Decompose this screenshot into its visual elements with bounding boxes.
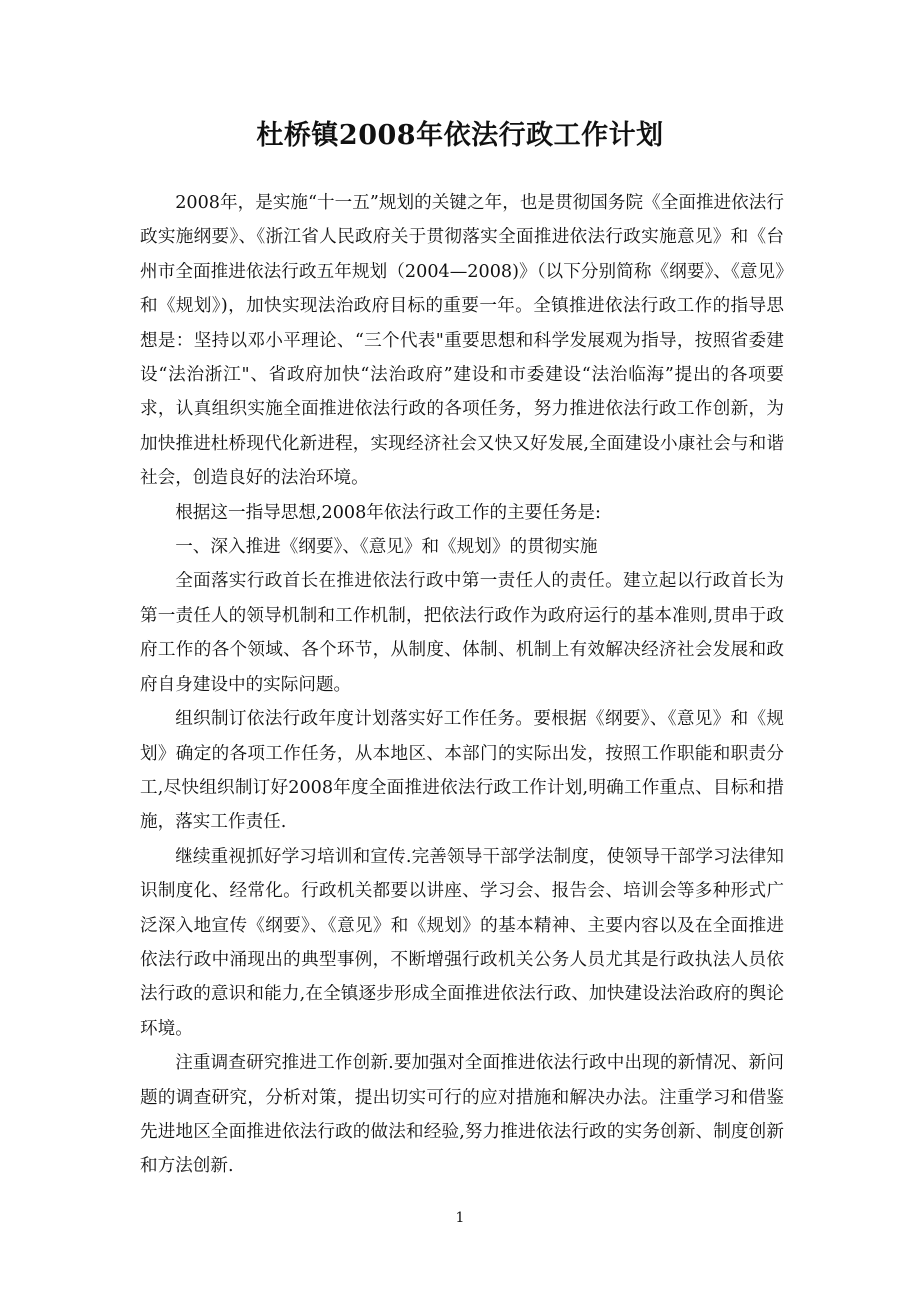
paragraph-intro: 2008年，是实施“十一五”规划的关键之年，也是贯彻国务院《全面推进依法行政实施纲要》、《浙江省人民政府关于贯彻落实全面推进依法行政实施意见》和《台州市全面推进依法行政五年规划（2004—2008)》（以下分别简称《纲要》、《意见》和《规划》)，加快实现法治政府目标的重要一年。全镇推进依法行政工作的指导思想是：坚持以邓小平理论、“三个代表"重要思想和科学发展观为指导，按照省委建设“法治浙江"、省政府加快“法治政府”建设和市委建设“法治临海”提出的各项要求，认真组织实施全面推进依法行政的各项任务，努力推进依法行政工作创新，为加快推进杜桥现代化新进程，实现经济社会又快又好发展,全面建设小康社会与和谐社会，创造良好的法治环境。 <box>140 193 784 489</box>
paragraph-responsibility: 全面落实行政首长在推进依法行政中第一责任人的责任。建立起以行政首长为第一责任人的领导机制和工作机制，把依法行政作为政府运行的基本准则,贯串于政府工作的各个领域、各个环节，从制度、体制、机制上有效解决经济社会发展和政府自身建设中的实际问题。 <box>140 571 784 695</box>
paragraph-research: 注重调查研究推进工作创新.要加强对全面推进依法行政中出现的新情况、新问题的调查研究，分析对策，提出切实可行的应对措施和解决办法。注重学习和借鉴先进地区全面推进依法行政的做法和经验,努力推进依法行政的实务创新、制度创新和方法创新. <box>140 1053 784 1177</box>
document-body <box>140 186 784 1184</box>
paragraph-training: 继续重视抓好学习培训和宣传.完善领导干部学法制度，使领导干部学习法律知识制度化、经常化。行政机关都要以讲座、学习会、报告会、培训会等多种形式广泛深入地宣传《纲要》、《意见》和《规划》的基本精神、主要内容以及在全面推进依法行政中涌现出的典型事例，不断增强行政机关公务人员尤其是行政执法人员依法行政的意识和能力,在全镇逐步形成全面推进依法行政、加快建设法治政府的舆论环境。 <box>140 846 784 1039</box>
section-heading-1: 一、深入推进《纲要》、《意见》和《规划》的贯彻实施 <box>175 537 598 558</box>
paragraph-annual-plan: 组织制订依法行政年度计划落实好工作任务。要根据《纲要》、《意见》和《规划》确定的各项工作任务，从本地区、本部门的实际出发，按照工作职能和职责分工,尽快组织制订好2008年度全面推进依法行政工作计划,明确工作重点、目标和措施，落实工作责任. <box>140 709 784 833</box>
paragraph-tasks-lead: 根据这一指导思想,2008年依法行政工作的主要任务是: <box>175 502 601 523</box>
document-title: 杜桥镇2008年依法行政工作计划 <box>256 120 664 151</box>
page-number: 1 <box>455 1210 465 1226</box>
